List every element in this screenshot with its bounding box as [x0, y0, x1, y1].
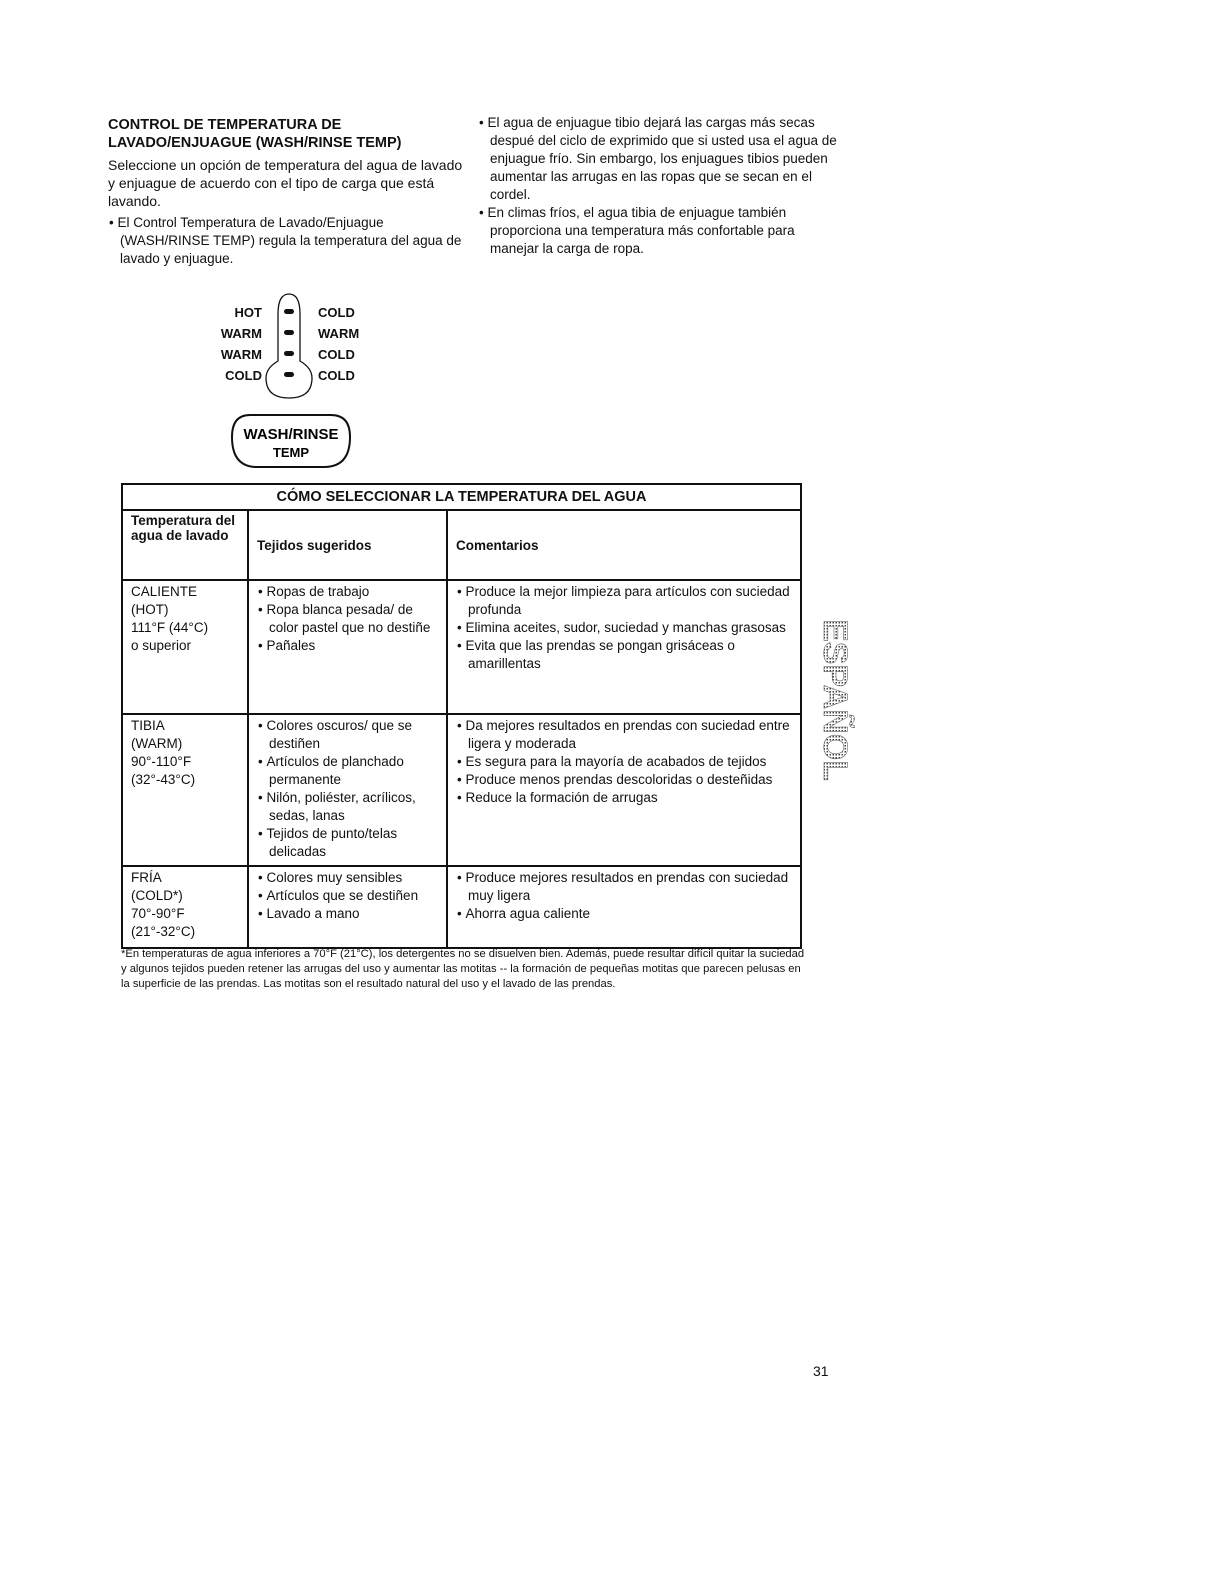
header-temperature: Temperatura del agua de lavado — [122, 510, 248, 580]
right-bullet-2: • En climas fríos, el agua tibia de enjuague también proporciona una temperatura más confortable para manejar la carga de ropa. — [478, 204, 840, 258]
language-side-tab — [816, 600, 855, 800]
fabric-item: • Nilón, poliéster, acrílicos, sedas, lanas — [257, 789, 438, 825]
dial-label-left-4: COLD — [225, 368, 262, 383]
comment-item: • Ahorra agua caliente — [456, 905, 792, 923]
comment-item: • Produce mejores resultados en prendas con suciedad muy ligera — [456, 869, 792, 905]
comment-item: • Evita que las prendas se pongan grisáceas o amarillentas — [456, 637, 792, 673]
comment-item: • Da mejores resultados en prendas con suciedad entre ligera y moderada — [456, 717, 792, 753]
temp-line: 111°F (44°C) — [131, 620, 209, 635]
knob-label-line-2: TEMP — [272, 445, 310, 460]
temp-line: (HOT) — [131, 602, 169, 617]
fabric-item: • Pañales — [257, 637, 438, 655]
dial-label-right-1: COLD — [318, 305, 355, 320]
temp-line: o superior — [131, 638, 192, 653]
temp-dial-illustration — [200, 288, 400, 403]
fabrics-cell — [248, 580, 447, 714]
table-row — [122, 866, 801, 948]
comment-item: • Reduce la formación de arrugas — [456, 789, 792, 807]
temp-cell — [122, 866, 248, 948]
wash-rinse-knob — [228, 413, 353, 474]
water-temperature-table — [121, 483, 802, 949]
temp-line: TIBIA — [131, 718, 165, 733]
temp-line: 70°-90°F — [131, 906, 185, 921]
intro-paragraph: Seleccione un opción de temperatura del agua de lavado y enjuague de acuerdo con el tipo de carga que está lavando. — [108, 157, 463, 209]
fabric-item: • Lavado a mano — [257, 905, 438, 923]
temp-line: (32°-43°C) — [131, 772, 196, 787]
temp-line: (21°-32°C) — [131, 924, 196, 939]
fabric-item: • Colores oscuros/ que se destiñen — [257, 717, 438, 753]
page-number: 31 — [813, 1363, 829, 1379]
fabrics-cell — [248, 866, 447, 948]
dial-label-right-3: COLD — [318, 347, 355, 362]
comments-cell — [447, 580, 801, 714]
left-column — [108, 116, 470, 268]
fabric-item: • Artículos que se destiñen — [257, 887, 438, 905]
comment-item: • Elimina aceites, sudor, suciedad y manchas grasosas — [456, 619, 792, 637]
table-row — [122, 714, 801, 866]
table-title: CÓMO SELECCIONAR LA TEMPERATURA DEL AGUA — [122, 484, 801, 510]
dial-label-left-2: WARM — [220, 326, 262, 341]
dial-outline — [200, 288, 400, 403]
dial-label-right-4: COLD — [318, 368, 355, 383]
knob-label-line-1: WASH/RINSE — [243, 426, 339, 443]
knob-outline — [228, 413, 353, 469]
temp-line: CALIENTE — [131, 584, 198, 599]
heading-line-1: CONTROL DE TEMPERATURA DE — [108, 117, 342, 133]
fabric-item: • Ropas de trabajo — [257, 583, 438, 601]
footnote: *En temperaturas de agua inferiores a 70°F (21°C), los detergentes no se disuelven bien. Además, puede resultar difícil quitar la suciedad y algunos tejidos pueden retener las arrugas del uso y aumentar las motitas -- la formación de pequeñas motitas que parecen pelusas en la superficie de las prendas. Las motitas son el resultado natural del uso y el lavado de las prendas. — [121, 948, 805, 990]
comment-item: • Produce menos prendas descoloridas o desteñidas — [456, 771, 792, 789]
comment-item: • Produce la mejor limpieza para artículos con suciedad profunda — [456, 583, 792, 619]
comment-item: • Es segura para la mayoría de acabados de tejidos — [456, 753, 792, 771]
table-row — [122, 580, 801, 714]
fabric-item: • Artículos de planchado permanente — [257, 753, 438, 789]
dial-label-right-2: WARM — [318, 326, 360, 341]
right-bullet-1: • El agua de enjuague tibio dejará las cargas más secas despué del ciclo de exprimido que si usted usa el agua de enjuague frío. Sin embargo, los enjuagues tibios pueden aumentar las arrugas en las ropas que se secan en el cordel. — [478, 114, 840, 204]
side-tab-graphic — [816, 600, 855, 800]
comments-cell — [447, 866, 801, 948]
temp-line: (COLD*) — [131, 888, 183, 903]
header-fabrics: Tejidos sugeridos — [248, 510, 447, 580]
header-comments: Comentarios — [447, 510, 801, 580]
comments-cell — [447, 714, 801, 866]
side-tab-label: ESPAÑOL — [816, 619, 855, 781]
left-bullet-1: • El Control Temperatura de Lavado/Enjuague (WASH/RINSE TEMP) regula la temperatura del agua de lavado y enjuague. — [108, 214, 470, 268]
right-column — [478, 114, 840, 258]
table-header-row — [122, 510, 801, 580]
section-heading — [108, 116, 470, 152]
temp-line: (WARM) — [131, 736, 183, 751]
fabric-item: • Tejidos de punto/telas delicadas — [257, 825, 438, 861]
fabrics-cell — [248, 714, 447, 866]
fabric-item: • Ropa blanca pesada/ de color pastel que no destiñe — [257, 601, 438, 637]
temp-line: FRÍA — [131, 870, 162, 885]
dial-label-left-3: WARM — [220, 347, 262, 362]
dial-label-left-1: HOT — [234, 305, 262, 320]
fabric-item: • Colores muy sensibles — [257, 869, 438, 887]
temp-line: 90°-110°F — [131, 754, 192, 769]
temp-cell — [122, 714, 248, 866]
heading-line-2: LAVADO/ENJUAGUE (WASH/RINSE TEMP) — [108, 135, 402, 151]
temp-cell — [122, 580, 248, 714]
